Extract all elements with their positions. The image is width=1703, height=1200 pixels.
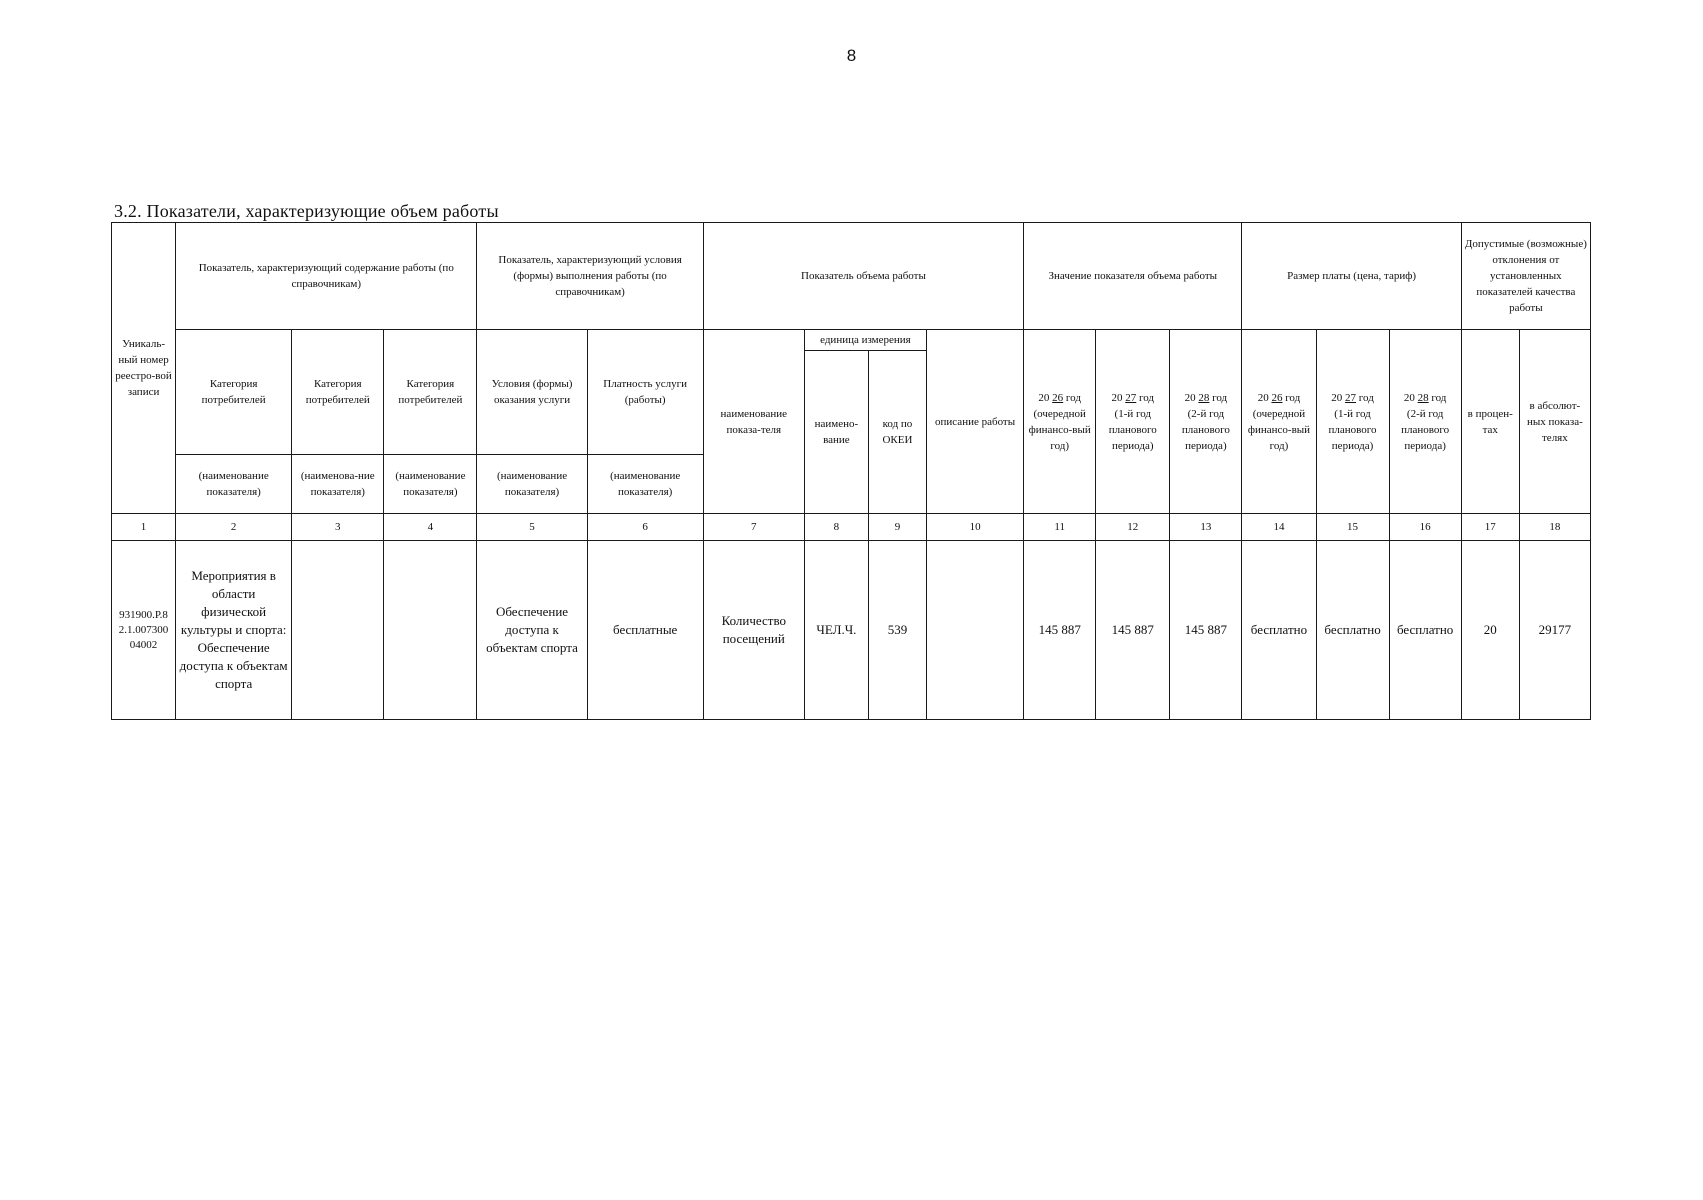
year-2027-digits: 27 (1125, 391, 1137, 404)
category-2-subheader: (наименова-ние показателя) (292, 455, 384, 514)
work-description-header: описание работы (927, 330, 1024, 514)
section-title: 3.2. Показатели, характеризующие объем работы (114, 201, 499, 221)
period-plan2-label: (2-й год планового периода) (1181, 407, 1230, 452)
category-3-cell (292, 541, 384, 720)
category-1-header: Категория потребителей (176, 330, 292, 455)
column-number: 1 (112, 514, 176, 541)
deviation-percent-header: в процен-тах (1461, 330, 1519, 514)
unit-name-header: наимено-вание (804, 351, 868, 514)
conditions-group-header: Показатель, характеризующий условия (формы) выполнения работы (по справочникам) (477, 223, 703, 330)
column-number: 10 (927, 514, 1024, 541)
deviation-percent-cell: 20 (1461, 541, 1519, 720)
column-number: 9 (868, 514, 926, 541)
fee-2028-digits: 28 (1417, 391, 1429, 404)
okei-code-cell: 539 (868, 541, 926, 720)
column-number: 15 (1316, 514, 1389, 541)
value-2026-cell: 145 887 (1024, 541, 1096, 720)
unit-name-cell: ЧЕЛ.Ч. (804, 541, 868, 720)
column-number: 4 (384, 514, 477, 541)
column-number: 12 (1096, 514, 1170, 541)
value-2027-cell: 145 887 (1096, 541, 1170, 720)
column-number: 6 (587, 514, 703, 541)
okei-code-header: код по ОКЕИ (868, 351, 926, 514)
payment-header: Платность услуги (работы) (587, 330, 703, 455)
category-1-subheader: (наименование показателя) (176, 455, 292, 514)
indicator-name-header: наименование показа-теля (703, 330, 804, 514)
category-cell: Мероприятия в области физической культуры и спорта: Обеспечение доступа к объектам спорта (176, 541, 292, 720)
value-year-2026-header: 20 26 год (очередной финансо-вый год) (1024, 330, 1096, 514)
category-3-header: Категория потребителей (384, 330, 477, 455)
category-2-header: Категория потребителей (292, 330, 384, 455)
conditions-cell: Обеспечение доступа к объектам спорта (477, 541, 587, 720)
column-number: 16 (1389, 514, 1461, 541)
column-number: 8 (804, 514, 868, 541)
column-number: 11 (1024, 514, 1096, 541)
fee-group-header: Размер платы (цена, тариф) (1242, 223, 1461, 330)
fee-period-next-label: (очередной финансо-вый год) (1247, 407, 1311, 452)
year-2026-digits: 26 (1052, 391, 1064, 404)
content-group-header: Показатель, характеризующий содержание работы (по справочникам) (176, 223, 477, 330)
deviation-absolute-header: в абсолют-ных показа-телях (1519, 330, 1590, 514)
column-number: 3 (292, 514, 384, 541)
fee-period-plan2-label: (2-й год планового периода) (1401, 407, 1450, 452)
indicator-cell: Количество посещений (703, 541, 804, 720)
volume-indicators-table (111, 222, 1591, 720)
registry-number-cell: 931900.Р.8 2.1.007300 04002 (112, 541, 176, 720)
column-number: 13 (1170, 514, 1242, 541)
category-3-subheader: (наименование показателя) (384, 455, 477, 514)
deviation-absolute-cell: 29177 (1519, 541, 1590, 720)
conditions-header: Условия (формы) оказания услуги (477, 330, 587, 455)
fee-year-2028-header: 20 28 год (2-й год планового периода) (1389, 330, 1461, 514)
fee-year-2026-header: 20 26 год (очередной финансо-вый год) (1242, 330, 1316, 514)
fee-2027-digits: 27 (1345, 391, 1357, 404)
volume-group-header: Показатель объема работы (703, 223, 1023, 330)
table-row (112, 541, 1591, 720)
fee-year-2027-header: 20 27 год (1-й год планового периода) (1316, 330, 1389, 514)
column-number: 18 (1519, 514, 1590, 541)
unit-header: единица измерения (804, 330, 926, 351)
year-2028-digits: 28 (1198, 391, 1210, 404)
column-numbers-row (112, 514, 1591, 541)
deviation-group-header: Допустимые (возможные) отклонения от установленных показателей качества работы (1461, 223, 1590, 330)
column-number: 2 (176, 514, 292, 541)
column-number: 7 (703, 514, 804, 541)
category-4-cell (384, 541, 477, 720)
column-number: 5 (477, 514, 587, 541)
period-plan1-label: (1-й год планового периода) (1108, 407, 1157, 452)
column-number: 14 (1242, 514, 1316, 541)
fee-2027-cell: бесплатно (1316, 541, 1389, 720)
fee-2026-cell: бесплатно (1242, 541, 1316, 720)
period-next-label: (очередной финансо-вый год) (1028, 407, 1091, 452)
page-number: 8 (846, 46, 857, 65)
payment-cell: бесплатные (587, 541, 703, 720)
value-group-header: Значение показателя объема работы (1024, 223, 1242, 330)
value-year-2027-header: 20 27 год (1-й год планового периода) (1096, 330, 1170, 514)
conditions-subheader: (наименование показателя) (477, 455, 587, 514)
value-year-2028-header: 20 28 год (2-й год планового периода) (1170, 330, 1242, 514)
payment-subheader: (наименование показателя) (587, 455, 703, 514)
value-2028-cell: 145 887 (1170, 541, 1242, 720)
fee-period-plan1-label: (1-й год планового периода) (1328, 407, 1377, 452)
unique-number-header: Уникаль-ный номер реестро-вой записи (112, 223, 176, 514)
fee-2026-digits: 26 (1271, 391, 1283, 404)
column-number: 17 (1461, 514, 1519, 541)
description-cell (927, 541, 1024, 720)
fee-2028-cell: бесплатно (1389, 541, 1461, 720)
